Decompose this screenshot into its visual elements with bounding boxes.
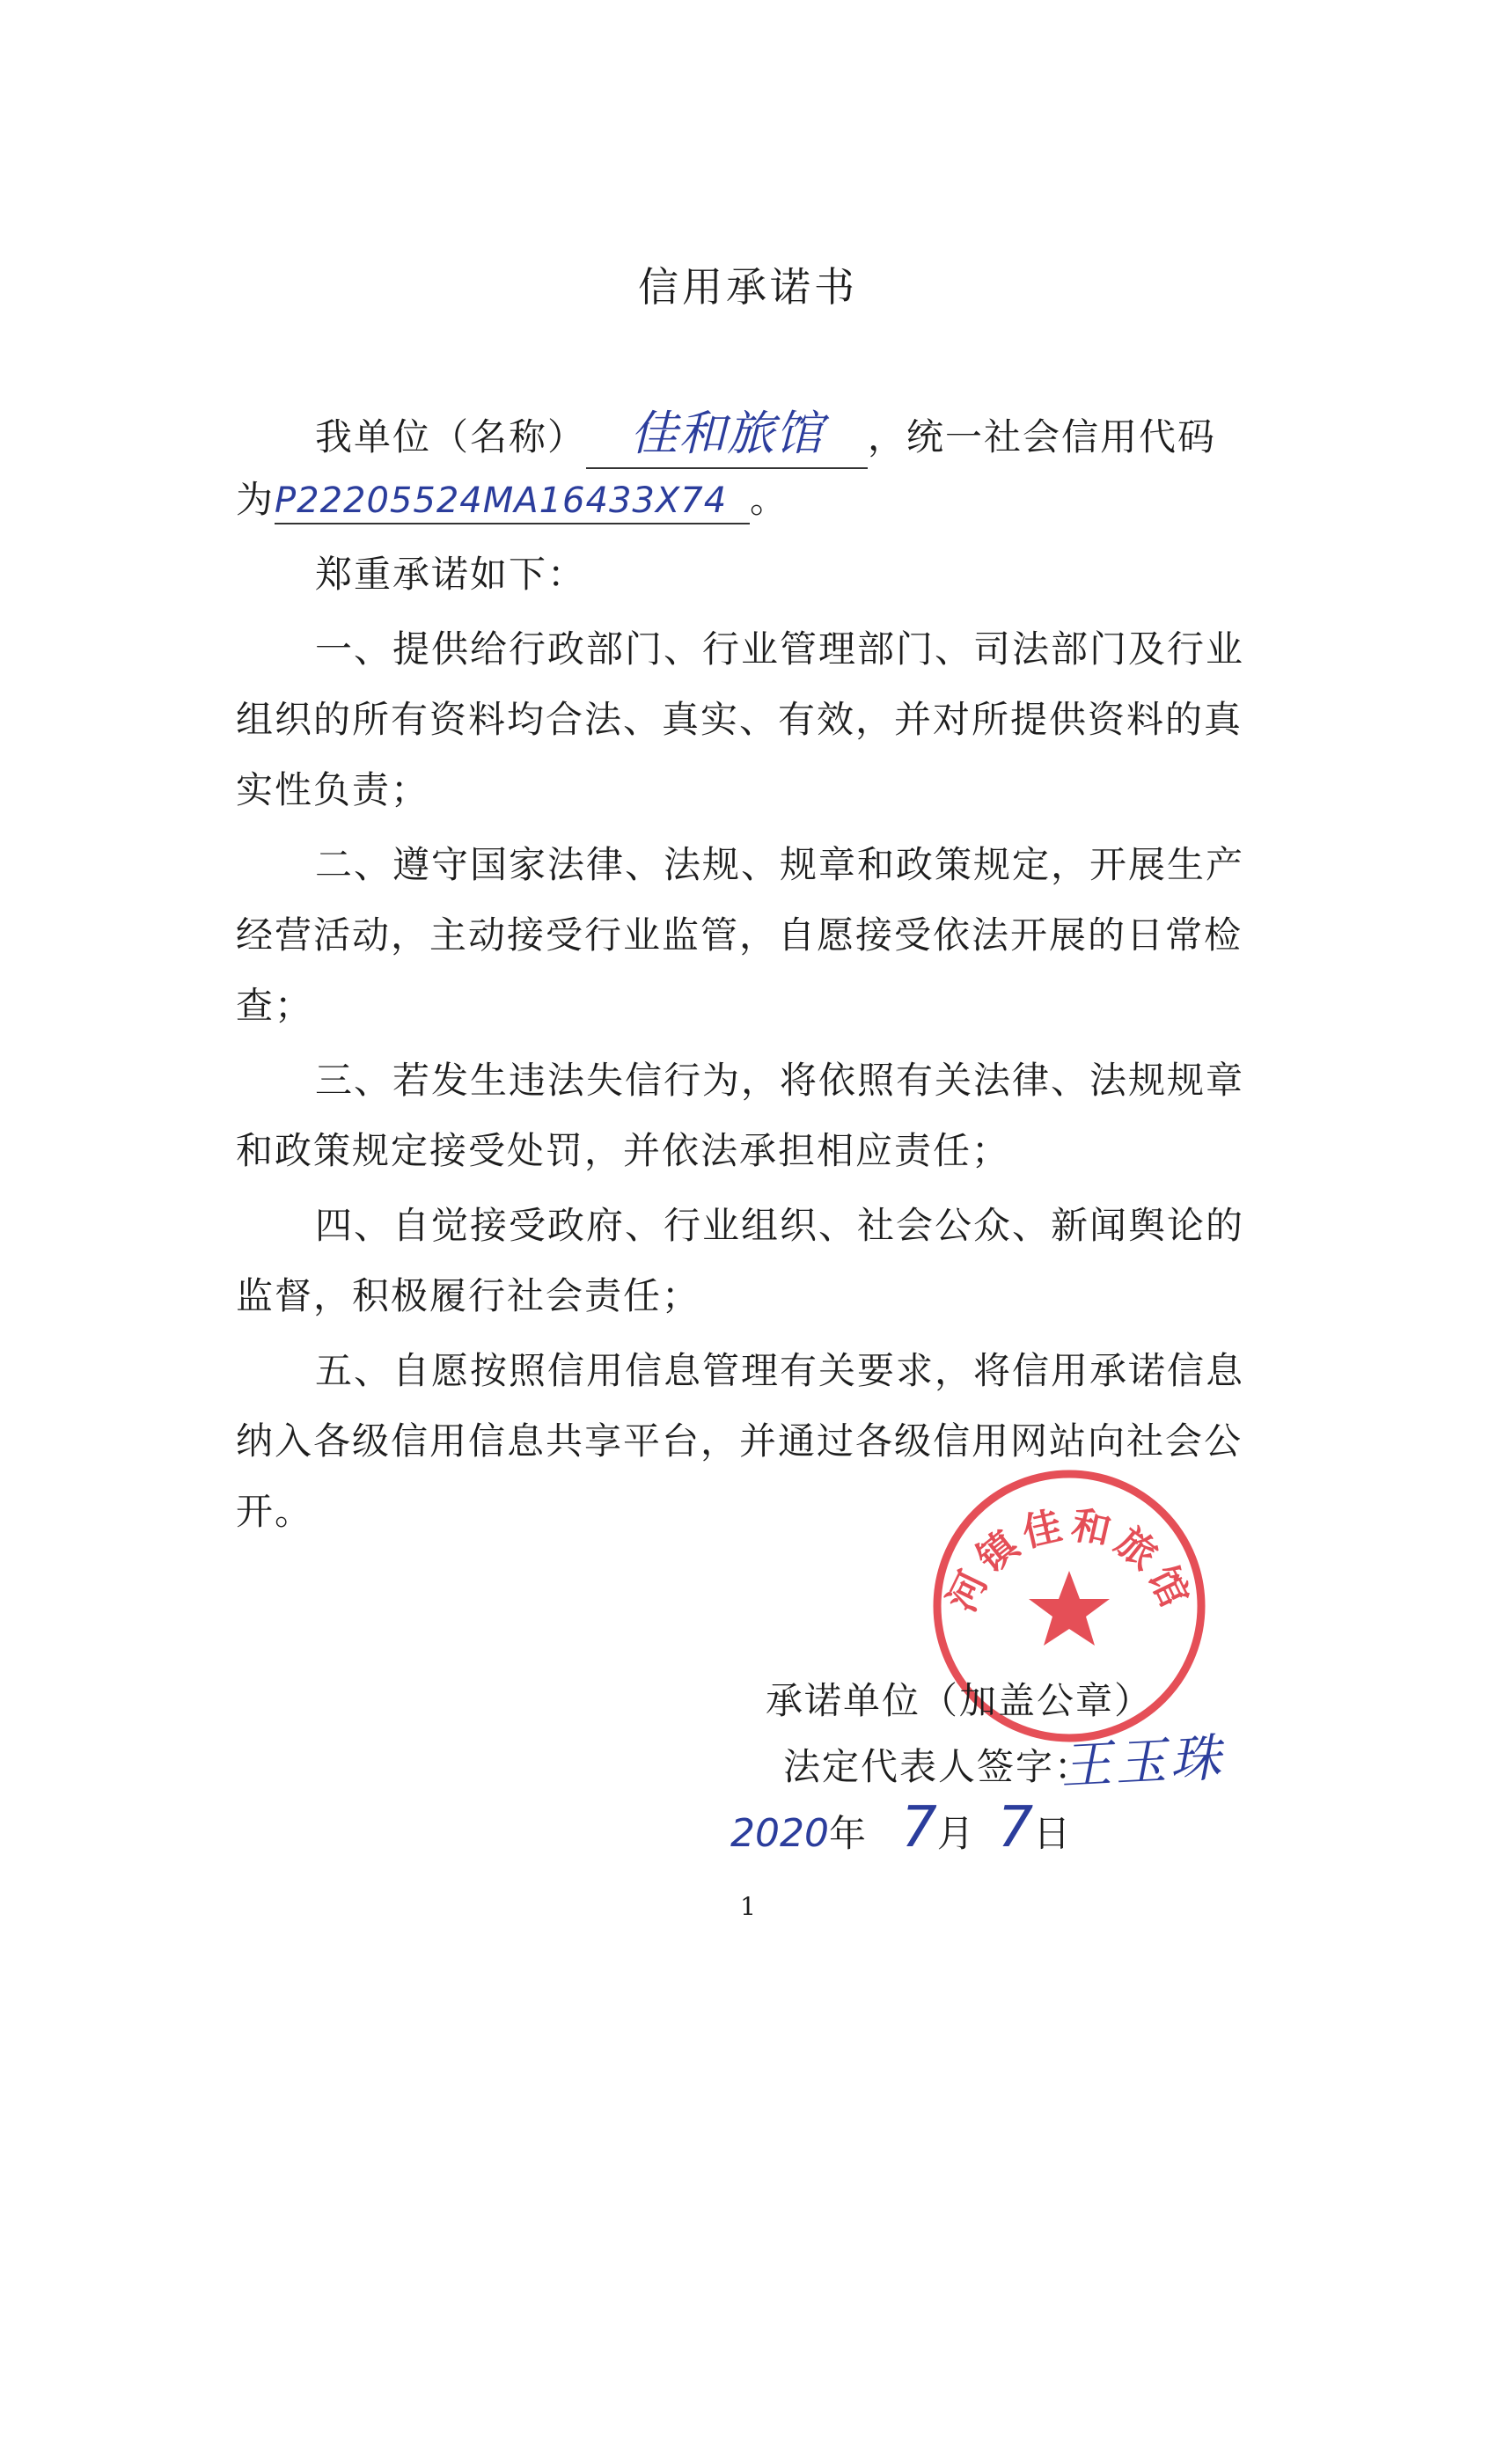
date-month-unit: 月 bbox=[936, 1812, 974, 1855]
clause-1-line: 实性负责； bbox=[236, 768, 430, 811]
intro-suffix: ，统一社会信用代码 bbox=[868, 415, 1217, 458]
handwritten-signature: 王玉珠 bbox=[1059, 1727, 1226, 1796]
clause-5-line: 五、自愿按照信用信息管理有关要求，将信用承诺信息 bbox=[315, 1349, 1245, 1392]
date-year: 2020 bbox=[730, 1811, 829, 1856]
date-day: 7 bbox=[997, 1795, 1034, 1860]
code-suffix: 。 bbox=[750, 478, 789, 521]
credit-code-line bbox=[236, 471, 788, 524]
clause-3-line: 和政策规定接受处罚，并依法承担相应责任； bbox=[236, 1129, 1011, 1172]
page-number: 1 bbox=[740, 1892, 756, 1921]
clause-2-line: 经营活动，主动接受行业监管，自愿接受依法开展的日常检 bbox=[236, 913, 1243, 957]
credit-code-field: P22205524MA16433X74 bbox=[275, 480, 750, 524]
document-title: 信用承诺书 bbox=[638, 263, 858, 311]
pledging-unit-label: 承诺单位（加盖公章） bbox=[766, 1679, 1154, 1722]
clause-5-line: 纳入各级信用信息共享平台，并通过各级信用网站向社会公 bbox=[236, 1419, 1243, 1463]
clause-4-line: 四、自觉接受政府、行业组织、社会公众、新闻舆论的 bbox=[315, 1204, 1245, 1247]
date-month: 7 bbox=[901, 1795, 937, 1860]
intro-line bbox=[315, 396, 1216, 469]
pledge-heading: 郑重承诺如下： bbox=[315, 553, 587, 596]
seal-text: 河镇佳和旅馆 bbox=[939, 1502, 1199, 1619]
company-name-field: 佳和旅馆 bbox=[586, 396, 868, 469]
clause-2-line: 二、遵守国家法律、法规、规章和政策规定，开展生产 bbox=[315, 843, 1245, 886]
date-year-unit: 年 bbox=[828, 1812, 866, 1855]
clause-5-line: 开。 bbox=[236, 1490, 314, 1533]
clause-1-line: 组织的所有资料均合法、真实、有效，并对所提供资料的真 bbox=[236, 698, 1243, 741]
date-day-unit: 日 bbox=[1033, 1812, 1071, 1855]
clause-4-line: 监督，积极履行社会责任； bbox=[236, 1274, 701, 1317]
clause-3-line: 三、若发生违法失信行为，将依照有关法律、法规规章 bbox=[315, 1059, 1245, 1102]
clause-1-line: 一、提供给行政部门、行业管理部门、司法部门及行业 bbox=[315, 627, 1245, 671]
clause-2-line: 查； bbox=[236, 984, 314, 1027]
legal-rep-label: 法定代表人签字： bbox=[783, 1745, 1094, 1788]
signing-date bbox=[730, 1795, 1070, 1860]
seal-star-icon bbox=[1029, 1571, 1110, 1646]
code-prefix: 为 bbox=[236, 478, 275, 521]
intro-prefix: 我单位（名称） bbox=[315, 415, 587, 458]
